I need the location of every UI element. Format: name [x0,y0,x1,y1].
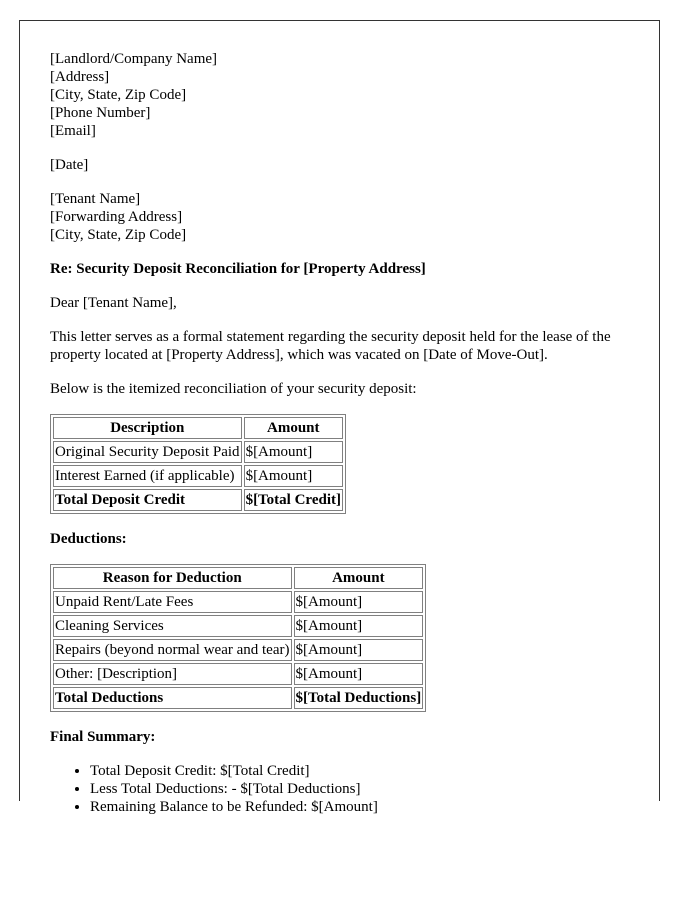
table-cell-amount: $[Amount] [294,615,424,637]
table-row [53,639,423,661]
sender-city-state-zip: [City, State, Zip Code] [50,87,187,103]
table-total-label: Total Deposit Credit [53,489,242,511]
table-row [53,615,423,637]
table-total-row [53,687,423,709]
deductions-heading: Deductions: [50,531,127,547]
deposit-table [50,414,346,514]
table-cell-amount: $[Amount] [244,465,343,487]
sender-phone: [Phone Number] [50,105,151,121]
table-cell-description: Interest Earned (if applicable) [53,465,242,487]
table-row [53,663,423,685]
table-total-amount: $[Total Deductions] [294,687,424,709]
table-cell-amount: $[Amount] [294,639,424,661]
summary-list [50,762,640,816]
list-item: • Remaining Balance to be Refunded: $[Amount] [90,798,640,816]
table-cell-reason: Other: [Description] [53,663,292,685]
reconciliation-intro: Below is the itemized reconciliation of your security deposit: [50,381,417,397]
summary-heading: Final Summary: [50,729,156,745]
table-header-row [53,417,343,439]
sender-address: [Address] [50,69,110,85]
column-header-description: Description [53,417,242,439]
letter-page [19,20,660,815]
table-header-row [53,567,423,589]
column-header-reason: Reason for Deduction [53,567,292,589]
sender-email: [Email] [50,123,96,139]
table-cell-reason: Cleaning Services [53,615,292,637]
sender-block [50,50,640,140]
recipient-city-state-zip: [City, State, Zip Code] [50,227,187,243]
recipient-forwarding-address: [Forwarding Address] [50,209,183,225]
table-cell-amount: $[Amount] [294,663,424,685]
list-item: • Total Deposit Credit: $[Total Credit] [90,762,640,780]
sender-name: [Landlord/Company Name] [50,51,218,67]
deductions-table [50,564,426,712]
column-header-amount: Amount [294,567,424,589]
table-total-label: Total Deductions [53,687,292,709]
letter-date: [Date] [50,157,89,173]
subject-line: Re: Security Deposit Reconciliation for [Property Address] [50,261,426,277]
recipient-name: [Tenant Name] [50,191,141,207]
table-row [53,591,423,613]
table-cell-reason: Repairs (beyond normal wear and tear) [53,639,292,661]
table-row [53,441,343,463]
table-row [53,465,343,487]
letter-content [50,50,640,816]
table-total-amount: $[Total Credit] [244,489,343,511]
table-cell-reason: Unpaid Rent/Late Fees [53,591,292,613]
recipient-block [50,190,640,244]
table-cell-amount: $[Amount] [294,591,424,613]
table-cell-description: Original Security Deposit Paid [53,441,242,463]
list-item: • Less Total Deductions: - $[Total Deductions] [90,780,640,798]
table-cell-amount: $[Amount] [244,441,343,463]
column-header-amount: Amount [244,417,343,439]
table-total-row [53,489,343,511]
salutation: Dear [Tenant Name], [50,295,177,311]
intro-paragraph: This letter serves as a formal statement regarding the security deposit held for the lease of the property located at [Property Address], which was vacated on [Date of Move-Out]. [50,329,611,363]
